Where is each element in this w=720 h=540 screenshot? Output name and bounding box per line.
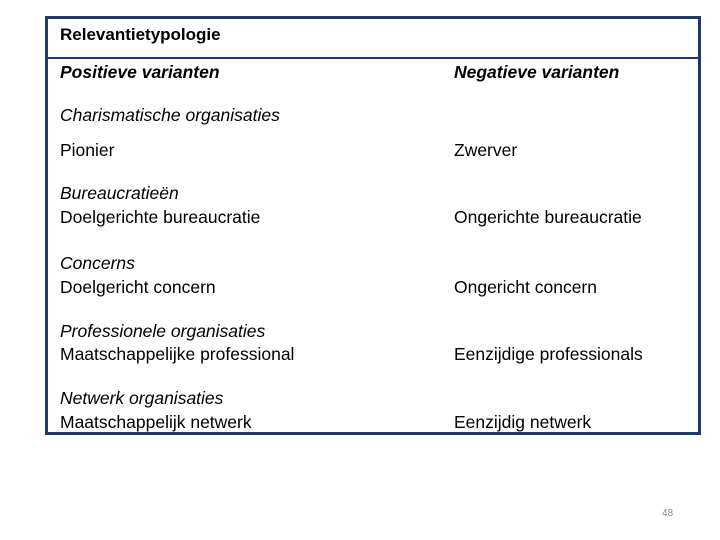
positive-variant: Pionier [60,140,115,160]
positive-variants-heading: Positieve varianten [60,62,220,82]
category-label: Concerns [60,253,135,273]
category-label: Bureaucratieën [60,183,179,203]
negative-variant: Ongerichte bureaucratie [454,207,642,227]
category-label: Netwerk organisaties [60,388,224,408]
category-label: Charismatische organisaties [60,105,280,125]
table-title: Relevantietypologie [60,25,221,44]
positive-variant: Maatschappelijk netwerk [60,412,252,432]
positive-variant: Doelgerichte bureaucratie [60,207,261,227]
positive-variant: Maatschappelijke professional [60,344,295,364]
negative-variant: Ongericht concern [454,277,597,297]
category-label: Professionele organisaties [60,321,266,341]
table-title-row [48,19,698,59]
negative-variant: Zwerver [454,140,518,160]
typology-table [45,16,701,435]
positive-variant: Doelgericht concern [60,277,216,297]
page-number: 48 [662,508,674,519]
negative-variant: Eenzijdige professionals [454,344,643,364]
negative-variant: Eenzijdig netwerk [454,412,592,432]
negative-variants-heading: Negatieve varianten [454,62,620,82]
